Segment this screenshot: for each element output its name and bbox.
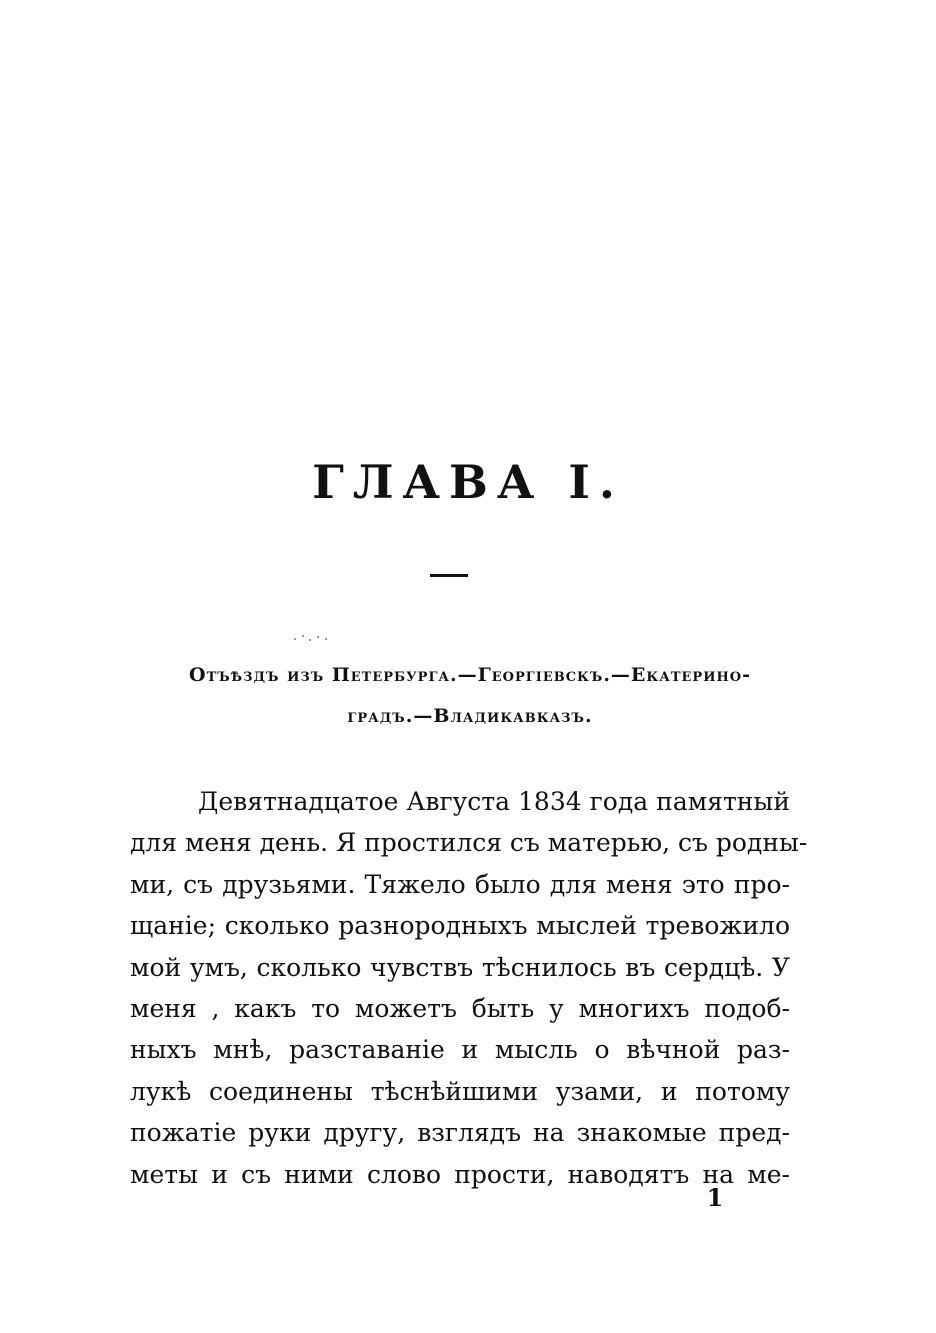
summary-line: Отъѣздъ изъ Петербурга.—Георгіевскъ.—Екатерино- <box>189 664 751 686</box>
body-line: мой умъ, сколько чувствъ тѣснилось въ сердцѣ. У <box>130 952 790 982</box>
body-line: для меня день. Я простился съ матерью, съ родны- <box>130 828 808 858</box>
body-line: Девятнадцатое Августа 1834 года памятный <box>198 787 790 816</box>
title-divider-rule <box>430 574 468 577</box>
body-line: лукѣ соединены тѣснѣйшими узами, и потому <box>130 1076 790 1106</box>
body-line: ми, съ друзьями. Тяжело было для меня это про- <box>130 869 790 899</box>
body-line: меня , какъ то можетъ быть у многихъ подоб- <box>130 993 790 1023</box>
print-speck-marks <box>290 634 330 642</box>
body-line: ныхъ мнѣ, разставаніе и мысль о вѣчной раз- <box>130 1035 790 1065</box>
body-paragraph <box>130 781 808 1195</box>
body-line: меты и съ ними слово прости, наводятъ на ме- <box>130 1159 790 1189</box>
page-number: 1 <box>706 1183 724 1212</box>
chapter-summary <box>130 655 810 737</box>
summary-line: градъ.—Владикавказъ. <box>347 705 593 727</box>
body-line: пожатіе руки другу, взглядъ на знакомые пред- <box>130 1118 790 1148</box>
body-line: щаніе; сколько разнородныхъ мыслей тревожило <box>130 911 790 941</box>
chapter-title: ГЛАВА I. <box>312 455 624 509</box>
